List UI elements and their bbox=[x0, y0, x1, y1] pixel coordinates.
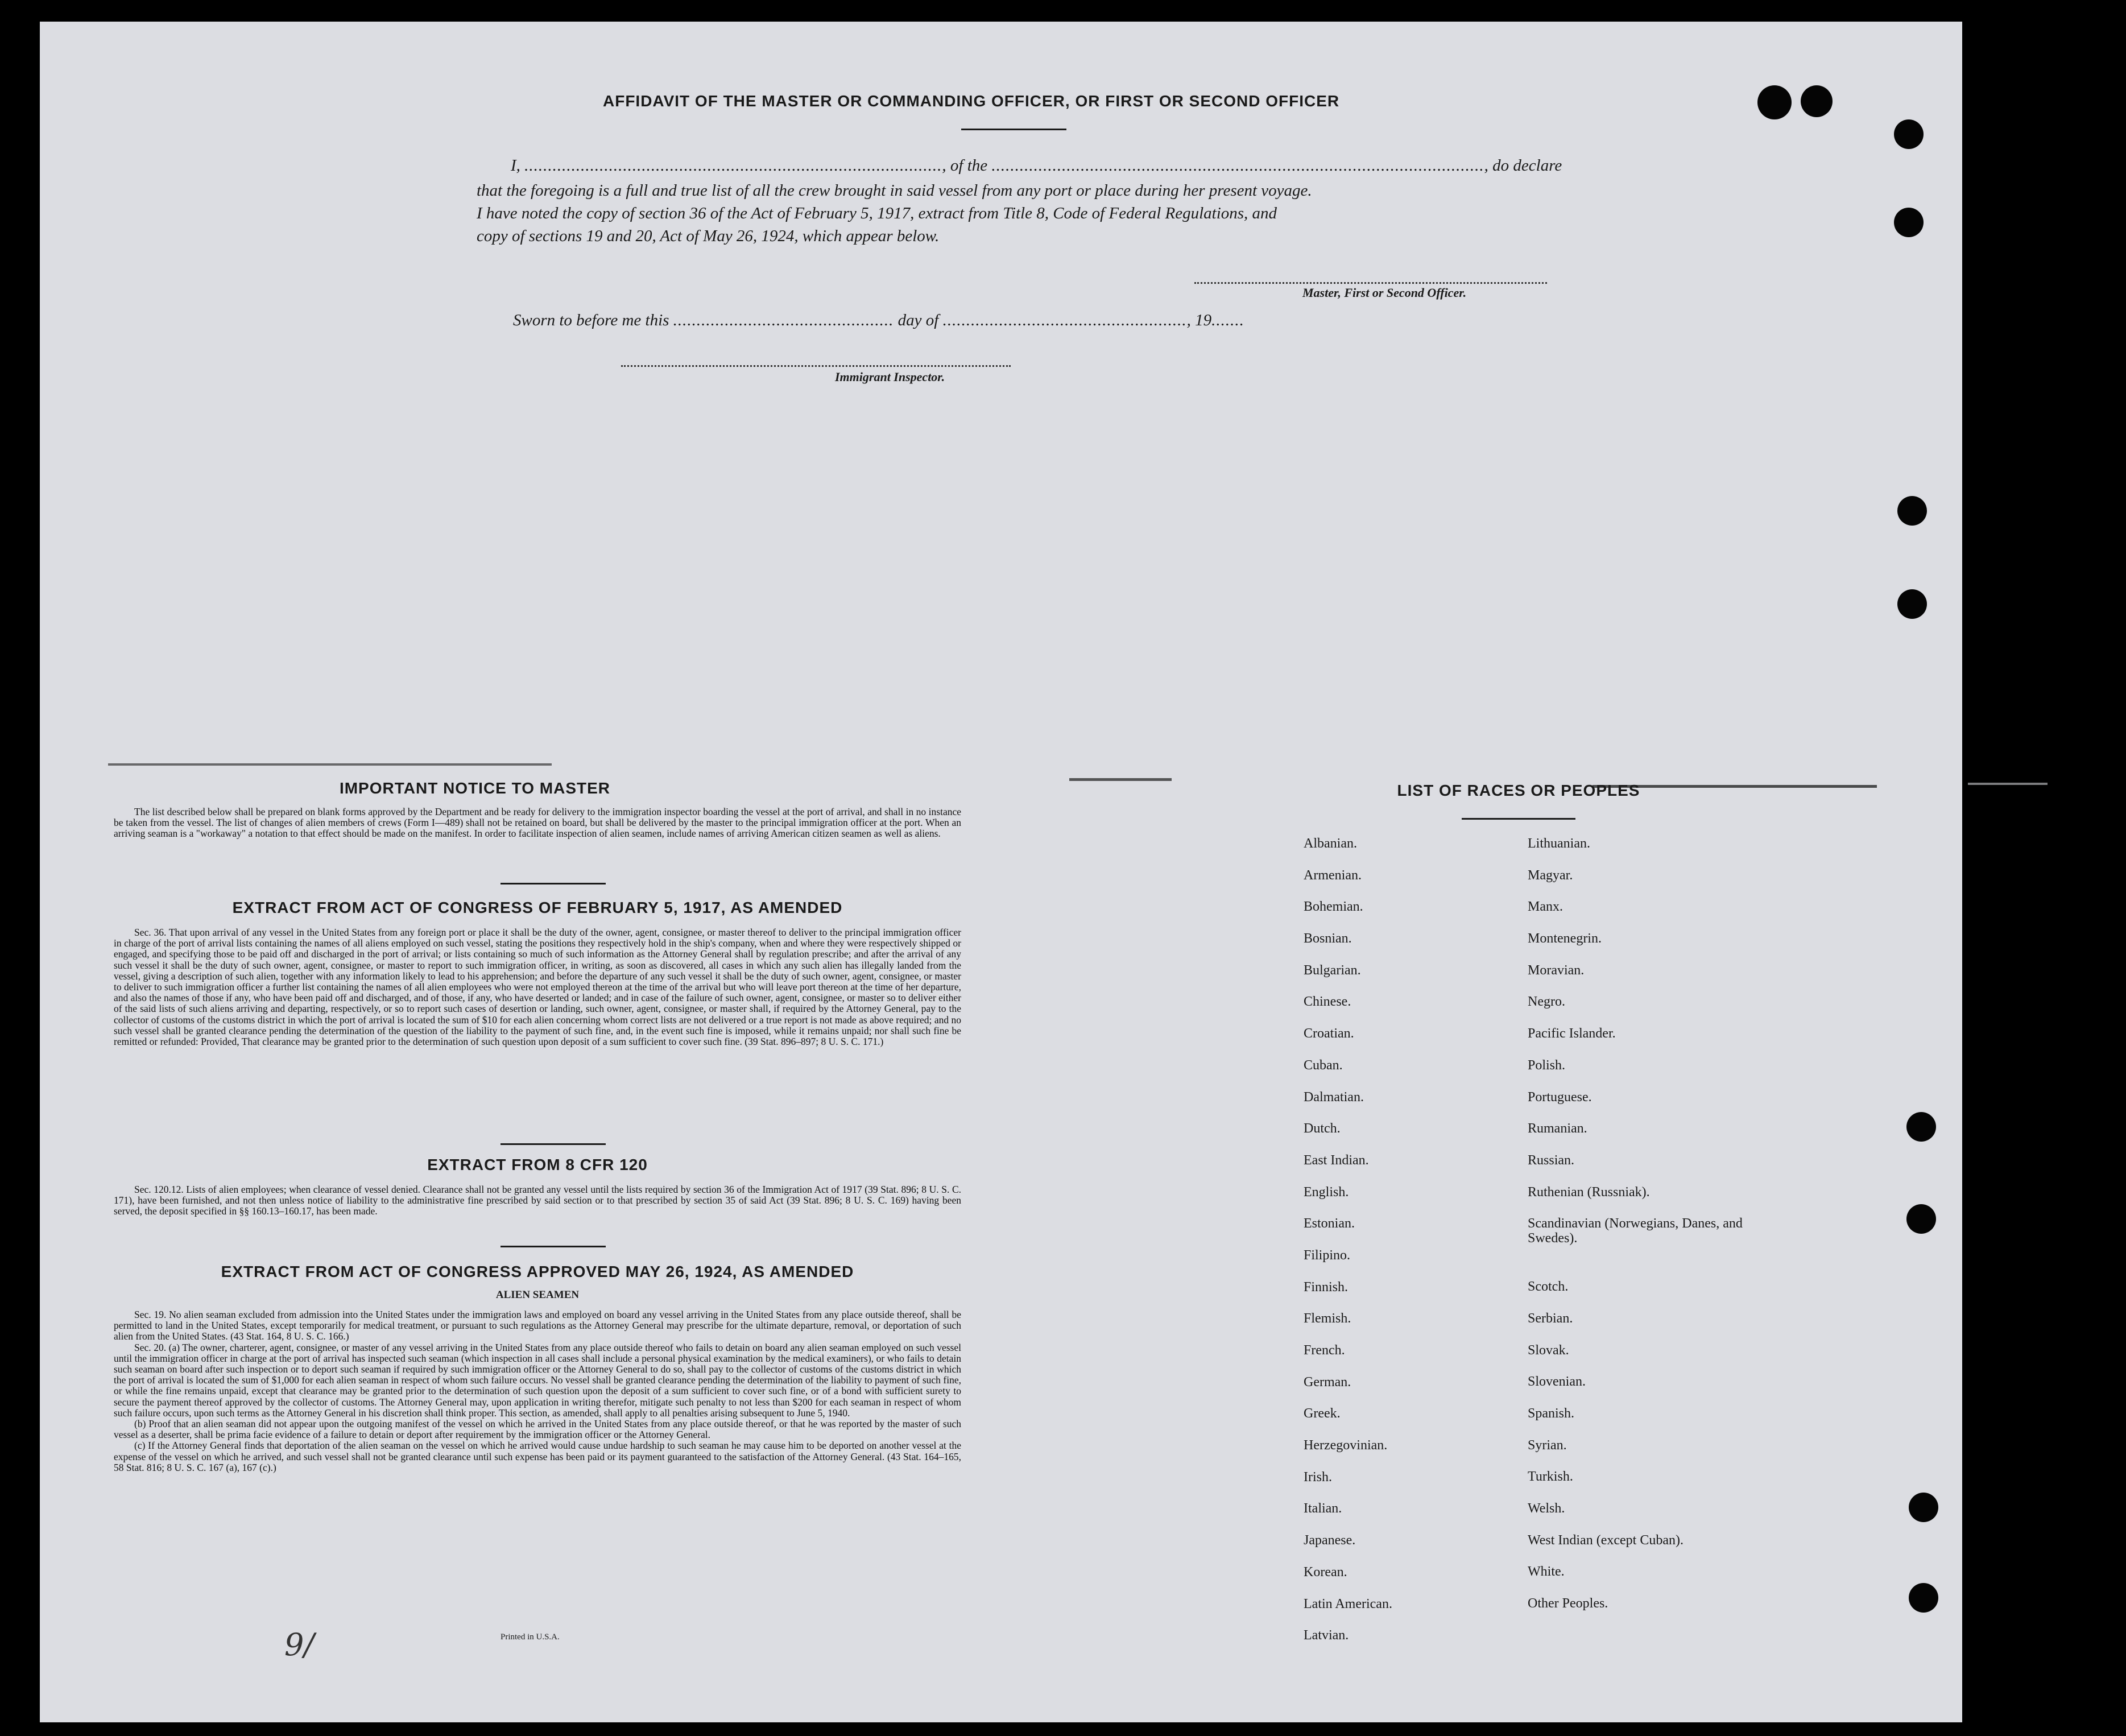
race-item: Finnish. bbox=[1304, 1279, 1349, 1295]
extract-1917-rule bbox=[501, 1143, 606, 1145]
race-item: Croatian. bbox=[1304, 1026, 1354, 1041]
sec-20a-paragraph: Sec. 20. (a) The owner, charterer, agent, consignee, or master of any vessel arriving in the United States from any place outside thereof who fails to detain on board any alien seaman employed on such vessel until the immigration officer in charge at the port of arrival has inspected such seaman (which inspection in all cases shall include a personal physical examination by the medical examiners), or who fails to detain such seaman on board after such inspection or to deport such seaman if required by such immigration officer or the Attorney General to do so, shall pay to the collector of customs of the customs district in which the port of arrival is located the sum of $1,000 for each alien seaman in respect of whom such failure occurs. No vessel shall be granted clearance pending the determination of the liability to payment of such fine, or while the fine remains unpaid, except that clearance may be granted prior to the determination of such question upon the deposit of a sum sufficient to cover such fine, or of a bond with sufficient surety to secure the payment thereof approved by the collector of customs. The Attorney General may, upon application in writing therefor, mitigate such penalty to not less than $200 for each seaman in respect of whom such failure occurs, upon such terms as the Attorney General in his discretion shall think proper. This section, as amended, shall apply to all penalties arising subsequent to June 5, 1940. bbox=[114, 1341, 961, 1419]
extract-cfr-body bbox=[114, 1184, 961, 1217]
race-item: Ruthenian (Russniak). bbox=[1528, 1184, 1650, 1200]
punch-hole bbox=[1897, 496, 1927, 526]
inspector-signature-line[interactable] bbox=[621, 365, 1011, 367]
punch-hole bbox=[1897, 589, 1927, 619]
punch-hole bbox=[1906, 1204, 1936, 1234]
race-item: Magyar. bbox=[1528, 867, 1573, 883]
sworn-year-blank[interactable]: ....... bbox=[1211, 311, 1244, 329]
race-item: Spanish. bbox=[1528, 1406, 1575, 1421]
race-item: Lithuanian. bbox=[1528, 836, 1590, 851]
race-item: Flemish. bbox=[1304, 1311, 1351, 1326]
race-item: Filipino. bbox=[1304, 1247, 1351, 1263]
race-item: Scandinavian (Norwegians, Danes, and Swedes). bbox=[1528, 1216, 1743, 1246]
race-item: Syrian. bbox=[1528, 1437, 1567, 1453]
affidavit-line-2: that the foregoing is a full and true list of all the crew brought in said vessel from any port or place during her present voyage. bbox=[477, 181, 1312, 200]
race-item: Scotch. bbox=[1528, 1279, 1569, 1295]
affidavit-of-the: , of the bbox=[942, 156, 988, 175]
day-of-text: day of bbox=[897, 311, 939, 329]
punch-hole bbox=[1801, 85, 1833, 117]
sec-20c-paragraph: (c) If the Attorney General finds that deportation of the alien seaman on the vessel on which he arrived would cause undue hardship to such seaman he may cause him to be deported on another vessel at the expense of the vessel on which he arrived, and such vessel shall not be granted clearance until such expense has been paid or its payment guaranteed to the satisfaction of the Attorney General. (43 Stat. 164–165, 58 Stat. 816; 8 U. S. C. 167 (a), 167 (c).) bbox=[114, 1440, 961, 1473]
race-item: Bohemian. bbox=[1304, 899, 1363, 915]
race-item: Russian. bbox=[1528, 1152, 1575, 1168]
sec-120-12-paragraph: Sec. 120.12. Lists of alien employees; when clearance of vessel denied. Clearance shall not be granted any vessel until the lists required by section 36 of the Immigration Act of 1917 (39 Stat. 896; 8 U. S. C. 171), have been furnished, and not then unless notice of liability to the administrative fine prescribed by said section or to that prescribed by section 35 of said Act (39 Stat. 896; 8 U. S. C. 169) having been served, the deposit specified in §§ 160.13–160.17, has been made. bbox=[114, 1184, 961, 1217]
race-item: Japanese. bbox=[1304, 1533, 1356, 1548]
sec-36-paragraph: Sec. 36. That upon arrival of any vessel in the United States from any foreign port or place it shall be the duty of the owner, agent, consignee, or master thereof to deliver to the principal immigration officer in charge of the port of arrival lists containing the names of all aliens employed on such vessel, stating the positions they respectively hold in the ship's company, when and where they were respectively shipped or engaged, and specifying those to be paid off and discharged in the port of arrival; or lists containing so much of such information as the Attorney General shall by regulation prescribe; and after the arrival of any such vessel it shall be the duty of such owner, agent, consignee, or master to report to such immigration officer, in writing, as soon as discovered, all cases in which any such alien has illegally landed from the vessel, giving a description of such alien, together with any information likely to lead to his apprehension; and before the departure of any such vessel it shall be the duty of such owner, agent, consignee, or master to deliver to such immigration officer a further list containing the names of all alien employees who were not employed thereon at the time of the arrival but who will leave port thereon at the time of her departure, and also the names of those if any, who have been paid off and discharged, and of those, if any, who have deserted or landed; and in case of the failure of such owner, agent, consignee, or master so to deliver either of the said lists of such aliens arriving and departing, respectively, or so to report such cases of desertion or landing, such owner, agent, consignee, or master shall, if required by the Attorney General, pay to the collector of customs of the customs district in which the port of arrival is located the sum of $10 for each alien concerning whom correct lists are not delivered or a true report is not made as above required; and no such vessel shall be granted clearance pending the determination of the question of the liability to the payment of such fine, and, in the event such fine is imposed, while it remains unpaid; nor shall such fine be remitted or refunded: Provided, That clearance may be granted prior to the determination of such question upon deposit of a sum sufficient to cover such fine. (39 Stat. 896–897; 8 U. S. C. 171.) bbox=[114, 927, 961, 1048]
extract-cfr-rule bbox=[501, 1246, 606, 1247]
race-item: German. bbox=[1304, 1374, 1351, 1390]
punch-hole bbox=[1894, 208, 1924, 237]
race-item: Albanian. bbox=[1304, 836, 1357, 851]
sworn-line bbox=[513, 308, 1244, 332]
punch-hole bbox=[1909, 1583, 1938, 1613]
master-signature-line[interactable] bbox=[1194, 282, 1547, 284]
affidavit-title: AFFIDAVIT OF THE MASTER OR COMMANDING OFFICER, OR FIRST OR SECOND OFFICER bbox=[603, 92, 1340, 110]
race-item: Dalmatian. bbox=[1304, 1089, 1364, 1105]
race-item: Chinese. bbox=[1304, 994, 1351, 1010]
extract-cfr-title: EXTRACT FROM 8 CFR 120 bbox=[427, 1156, 648, 1173]
name-blank[interactable]: ......................................................................................... bbox=[524, 156, 942, 175]
race-item: East Indian. bbox=[1304, 1152, 1369, 1168]
affidavit-line-4: copy of sections 19 and 20, Act of May 26, 1924, which appear below. bbox=[477, 227, 940, 245]
title-rule bbox=[961, 129, 1066, 130]
sworn-day-blank[interactable]: ............................................... bbox=[673, 311, 894, 329]
races-column-1 bbox=[1304, 836, 1508, 1660]
printed-in-usa: Printed in U.S.A. bbox=[501, 1632, 560, 1642]
race-item: Other Peoples. bbox=[1528, 1596, 1608, 1611]
race-item: White. bbox=[1528, 1564, 1565, 1580]
notice-title: IMPORTANT NOTICE TO MASTER bbox=[339, 779, 611, 797]
race-item: Irish. bbox=[1304, 1469, 1332, 1485]
master-label: Master, First or Second Officer. bbox=[1302, 286, 1467, 300]
sworn-month-blank[interactable]: .................................................... bbox=[942, 311, 1187, 329]
race-item: French. bbox=[1304, 1343, 1345, 1358]
race-item: Turkish. bbox=[1528, 1469, 1573, 1485]
race-item: Latvian. bbox=[1304, 1628, 1349, 1643]
race-item: Rumanian. bbox=[1528, 1121, 1587, 1136]
races-title: LIST OF RACES OR PEOPLES bbox=[1397, 782, 1640, 799]
race-item: West Indian (except Cuban). bbox=[1528, 1532, 1684, 1548]
notice-rule bbox=[501, 883, 606, 884]
race-item: Italian. bbox=[1304, 1501, 1342, 1516]
race-item: Slovenian. bbox=[1528, 1374, 1586, 1390]
race-item: English. bbox=[1304, 1184, 1349, 1200]
race-item: Portuguese. bbox=[1528, 1089, 1592, 1105]
races-rule bbox=[1462, 818, 1575, 820]
handwritten-mark: 9/ bbox=[284, 1627, 315, 1663]
race-item: Moravian. bbox=[1528, 962, 1585, 978]
race-item: Bulgarian. bbox=[1304, 962, 1361, 978]
sec-19-paragraph: Sec. 19. No alien seaman excluded from admission into the United States under the immigration laws and employed on board any vessel arriving in the United States from any place outside thereof, shall be permitted to land in the United States, except temporarily for medical treatment, or pursuant to such regulations as the Attorney General may prescribe for the ultimate departure, removal, or deportation of such alien from the United States. (43 Stat. 164, 8 U. S. C. 166.) bbox=[114, 1309, 961, 1342]
race-item: Korean. bbox=[1304, 1564, 1347, 1580]
extract-1917-title: EXTRACT FROM ACT OF CONGRESS OF FEBRUARY 5, 1917, AS AMENDED bbox=[232, 899, 843, 916]
race-item: Bosnian. bbox=[1304, 931, 1352, 946]
race-item: Serbian. bbox=[1528, 1311, 1573, 1326]
race-item: Montenegrin. bbox=[1528, 931, 1602, 946]
sworn-text: Sworn to before me this bbox=[513, 311, 669, 329]
race-item: Cuban. bbox=[1304, 1057, 1343, 1073]
punch-hole bbox=[1906, 1112, 1936, 1142]
race-item: Welsh. bbox=[1528, 1501, 1565, 1516]
races-column-2 bbox=[1528, 836, 1767, 1628]
notice-body bbox=[114, 807, 961, 840]
race-item: Greek. bbox=[1304, 1406, 1341, 1421]
sec-20b-paragraph: (b) Proof that an alien seaman did not appear upon the outgoing manifest of the vessel on which he arrived in the United States from any place outside thereof, or that he was reported by the master of such vessel as a deserter, shall be prima facie evidence of a failure to detain or deport after requirement by the immigration officer or the Attorney General. bbox=[114, 1418, 961, 1441]
affidavit-i: I, bbox=[511, 156, 520, 175]
alien-seamen-subtitle: ALIEN SEAMEN bbox=[495, 1289, 580, 1301]
race-item: Latin American. bbox=[1304, 1596, 1392, 1611]
race-item: Armenian. bbox=[1304, 867, 1362, 883]
year-prefix: , 19 bbox=[1186, 311, 1212, 329]
affidavit-line-1 bbox=[511, 154, 1562, 177]
punch-hole bbox=[1909, 1493, 1938, 1522]
race-item: Slovak. bbox=[1528, 1342, 1569, 1358]
punch-hole bbox=[1757, 85, 1792, 119]
inspector-label: Immigrant Inspector. bbox=[835, 370, 945, 384]
race-item: Polish. bbox=[1528, 1057, 1566, 1073]
affidavit-line-3: I have noted the copy of section 36 of the Act of February 5, 1917, extract from Title 8, Code of Federal Regulations, and bbox=[477, 204, 1277, 222]
race-item: Negro. bbox=[1528, 994, 1565, 1010]
race-item: Pacific Islander. bbox=[1528, 1026, 1616, 1041]
fold-line-mark bbox=[1069, 778, 1172, 781]
punch-hole bbox=[1894, 119, 1924, 149]
race-item: Estonian. bbox=[1304, 1216, 1355, 1231]
race-item: Dutch. bbox=[1304, 1121, 1341, 1136]
affidavit-do-declare: , do declare bbox=[1484, 156, 1562, 175]
vessel-blank[interactable]: ......................................................................................................... bbox=[991, 156, 1484, 175]
extract-1924-body bbox=[114, 1309, 961, 1473]
race-item: Manx. bbox=[1528, 899, 1563, 915]
fold-line-mark bbox=[1968, 783, 2048, 785]
race-item: Herzegovinian. bbox=[1304, 1438, 1388, 1453]
extract-1924-title: EXTRACT FROM ACT OF CONGRESS APPROVED MAY 26, 1924, AS AMENDED bbox=[221, 1263, 854, 1280]
fold-line-mark bbox=[108, 763, 552, 766]
notice-paragraph: The list described below shall be prepared on blank forms approved by the Department and be ready for delivery to the immigration inspector boarding the vessel at the port of arrival, and shall in no instance be taken from the vessel. The list of changes of alien members of crews (Form I—489) shall not be retained on board, but shall be delivered by the master to the principal immigration officer at the port. When an arriving seaman is a "workaway" a notation to that effect should be made on the manifest. In order to facilitate inspection of alien seamen, include names of arriving American citizen seamen as well as aliens. bbox=[114, 806, 961, 840]
extract-1917-body bbox=[114, 927, 961, 1047]
